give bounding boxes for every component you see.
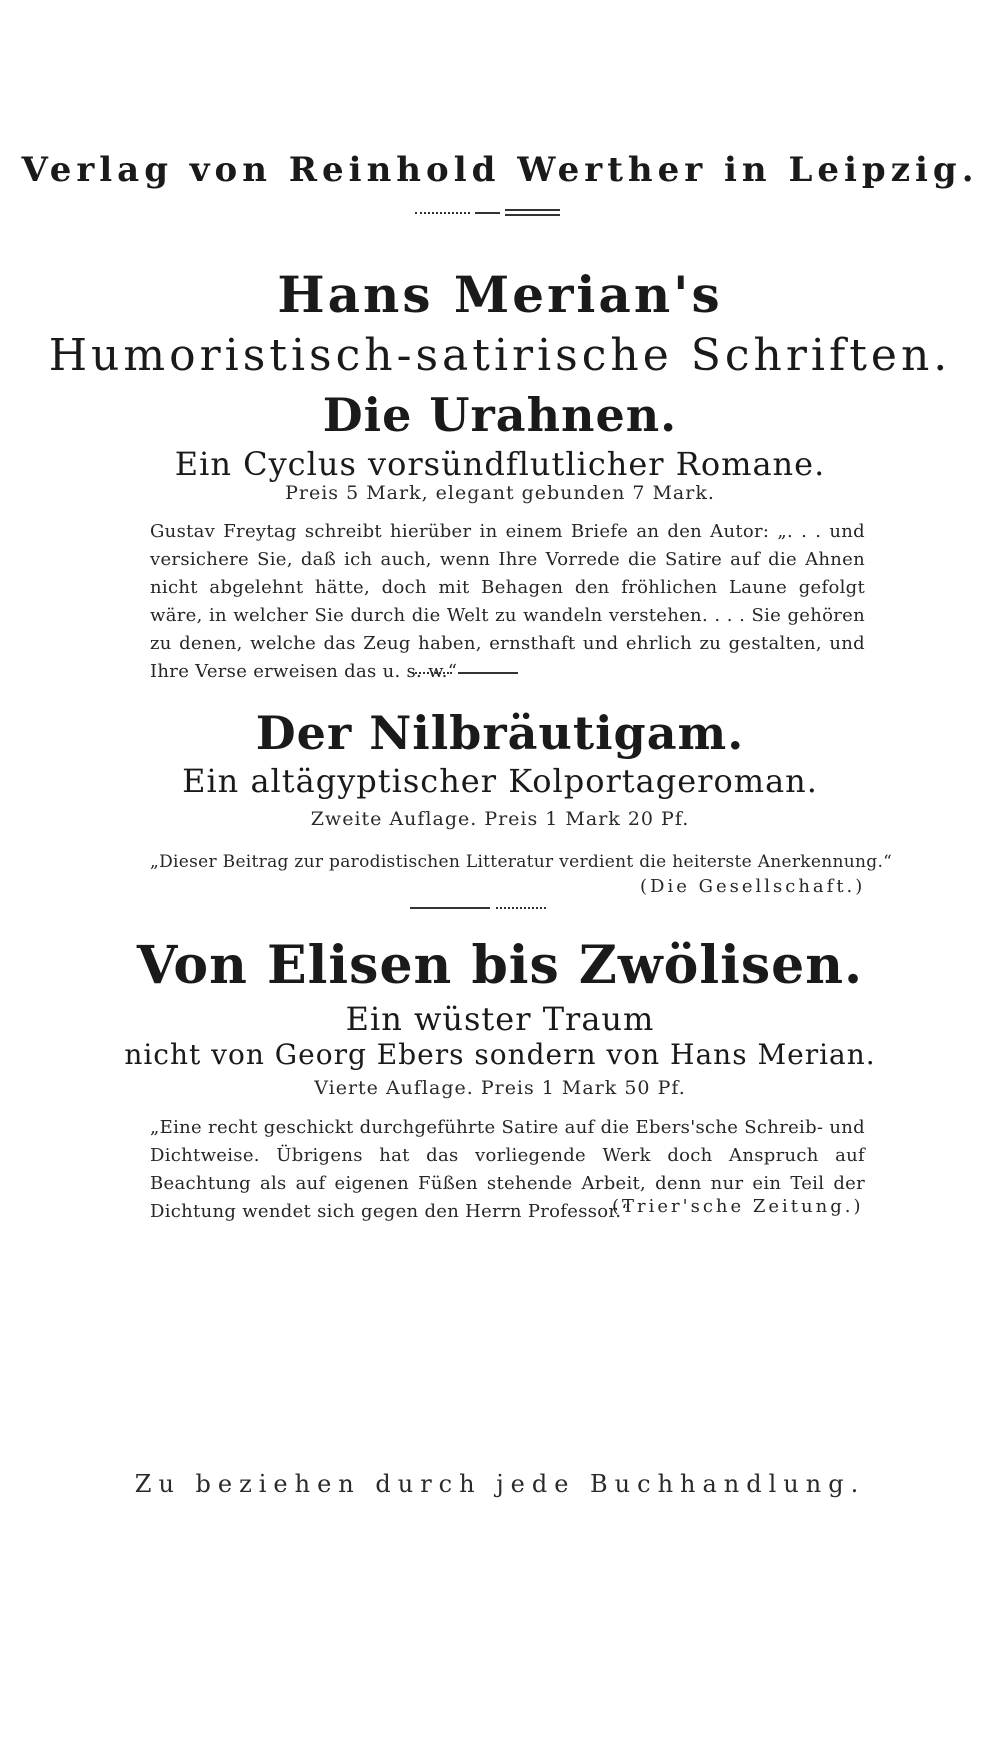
divider-top-solid — [475, 212, 500, 214]
work-quote-elisen: „Eine recht geschickt durchgeführte Satire auf die Ebers'sche Schreib- und Dichtweise. Übrigens hat das vorliegende Werk doch Anspruch auf Beachtung als auf eigenen Füßen stehende Arbeit, denn nur ein Teil der Dichtung wendet sich gegen den Herrn Professor.“ — [150, 1117, 865, 1222]
work-subtitle-urahnen: Ein Cyclus vorsündflutlicher Romane. — [174, 445, 826, 483]
publisher-line: Verlag von Reinhold Werther in Leipzig. — [21, 150, 979, 190]
divider-top-double — [505, 209, 560, 216]
divider-1-solid — [458, 672, 518, 674]
work-price-elisen: Vierte Auflage. Preis 1 Mark 50 Pf. — [314, 1077, 686, 1099]
divider-2-solid — [410, 907, 490, 909]
divider-top-dotted — [415, 212, 470, 214]
work-subtitle-elisen: Ein wüster Traum — [345, 1000, 655, 1038]
work-title-elisen: Von Elisen bis Zwölisen. — [136, 935, 864, 996]
work-price-nilbraeutigam: Zweite Auflage. Preis 1 Mark 20 Pf. — [310, 808, 690, 830]
work-quote-nilbraeutigam: „Dieser Beitrag zur parodistischen Litteratur verdient die heiterste Anerkennung.“ — [150, 852, 893, 872]
author-heading: Hans Merian's — [277, 265, 723, 324]
work-subtitle2-elisen: nicht von Georg Ebers sondern von Hans Merian. — [124, 1038, 876, 1071]
series-title: Humoristisch-satirische Schriften. — [48, 330, 952, 381]
footer-line: Zu beziehen durch jede Buchhandlung. — [134, 1470, 866, 1498]
work-quote-urahnen: Gustav Freytag schreibt hierüber in einem Briefe an den Autor: „. . . und versichere Sie, daß ich auch, wenn Ihre Vorrede die Satire auf die Ahnen nicht abgelehnt hätte, doch mit Behagen den fröhlichen Laune gefolgt wäre, in welcher Sie durch die Welt zu wandeln verstehen. . . . Sie gehören zu denen, welche das Zeug haben, ernsthaft und ehrlich zu gestalten, und Ihre Verse erweisen das u. s. w.“ — [150, 521, 865, 682]
divider-1-dotted — [412, 672, 452, 674]
divider-2-dotted — [496, 907, 546, 909]
work-title-urahnen: Die Urahnen. — [322, 388, 678, 442]
work-source-nilbraeutigam: (Die Gesellschaft.) — [640, 876, 866, 897]
work-title-nilbraeutigam: Der Nilbräutigam. — [255, 706, 745, 760]
work-subtitle-nilbraeutigam: Ein altägyptischer Kolportageroman. — [182, 762, 818, 800]
work-price-urahnen: Preis 5 Mark, elegant gebunden 7 Mark. — [285, 482, 715, 504]
work-source-elisen: (Trier'sche Zeitung.) — [612, 1196, 864, 1217]
